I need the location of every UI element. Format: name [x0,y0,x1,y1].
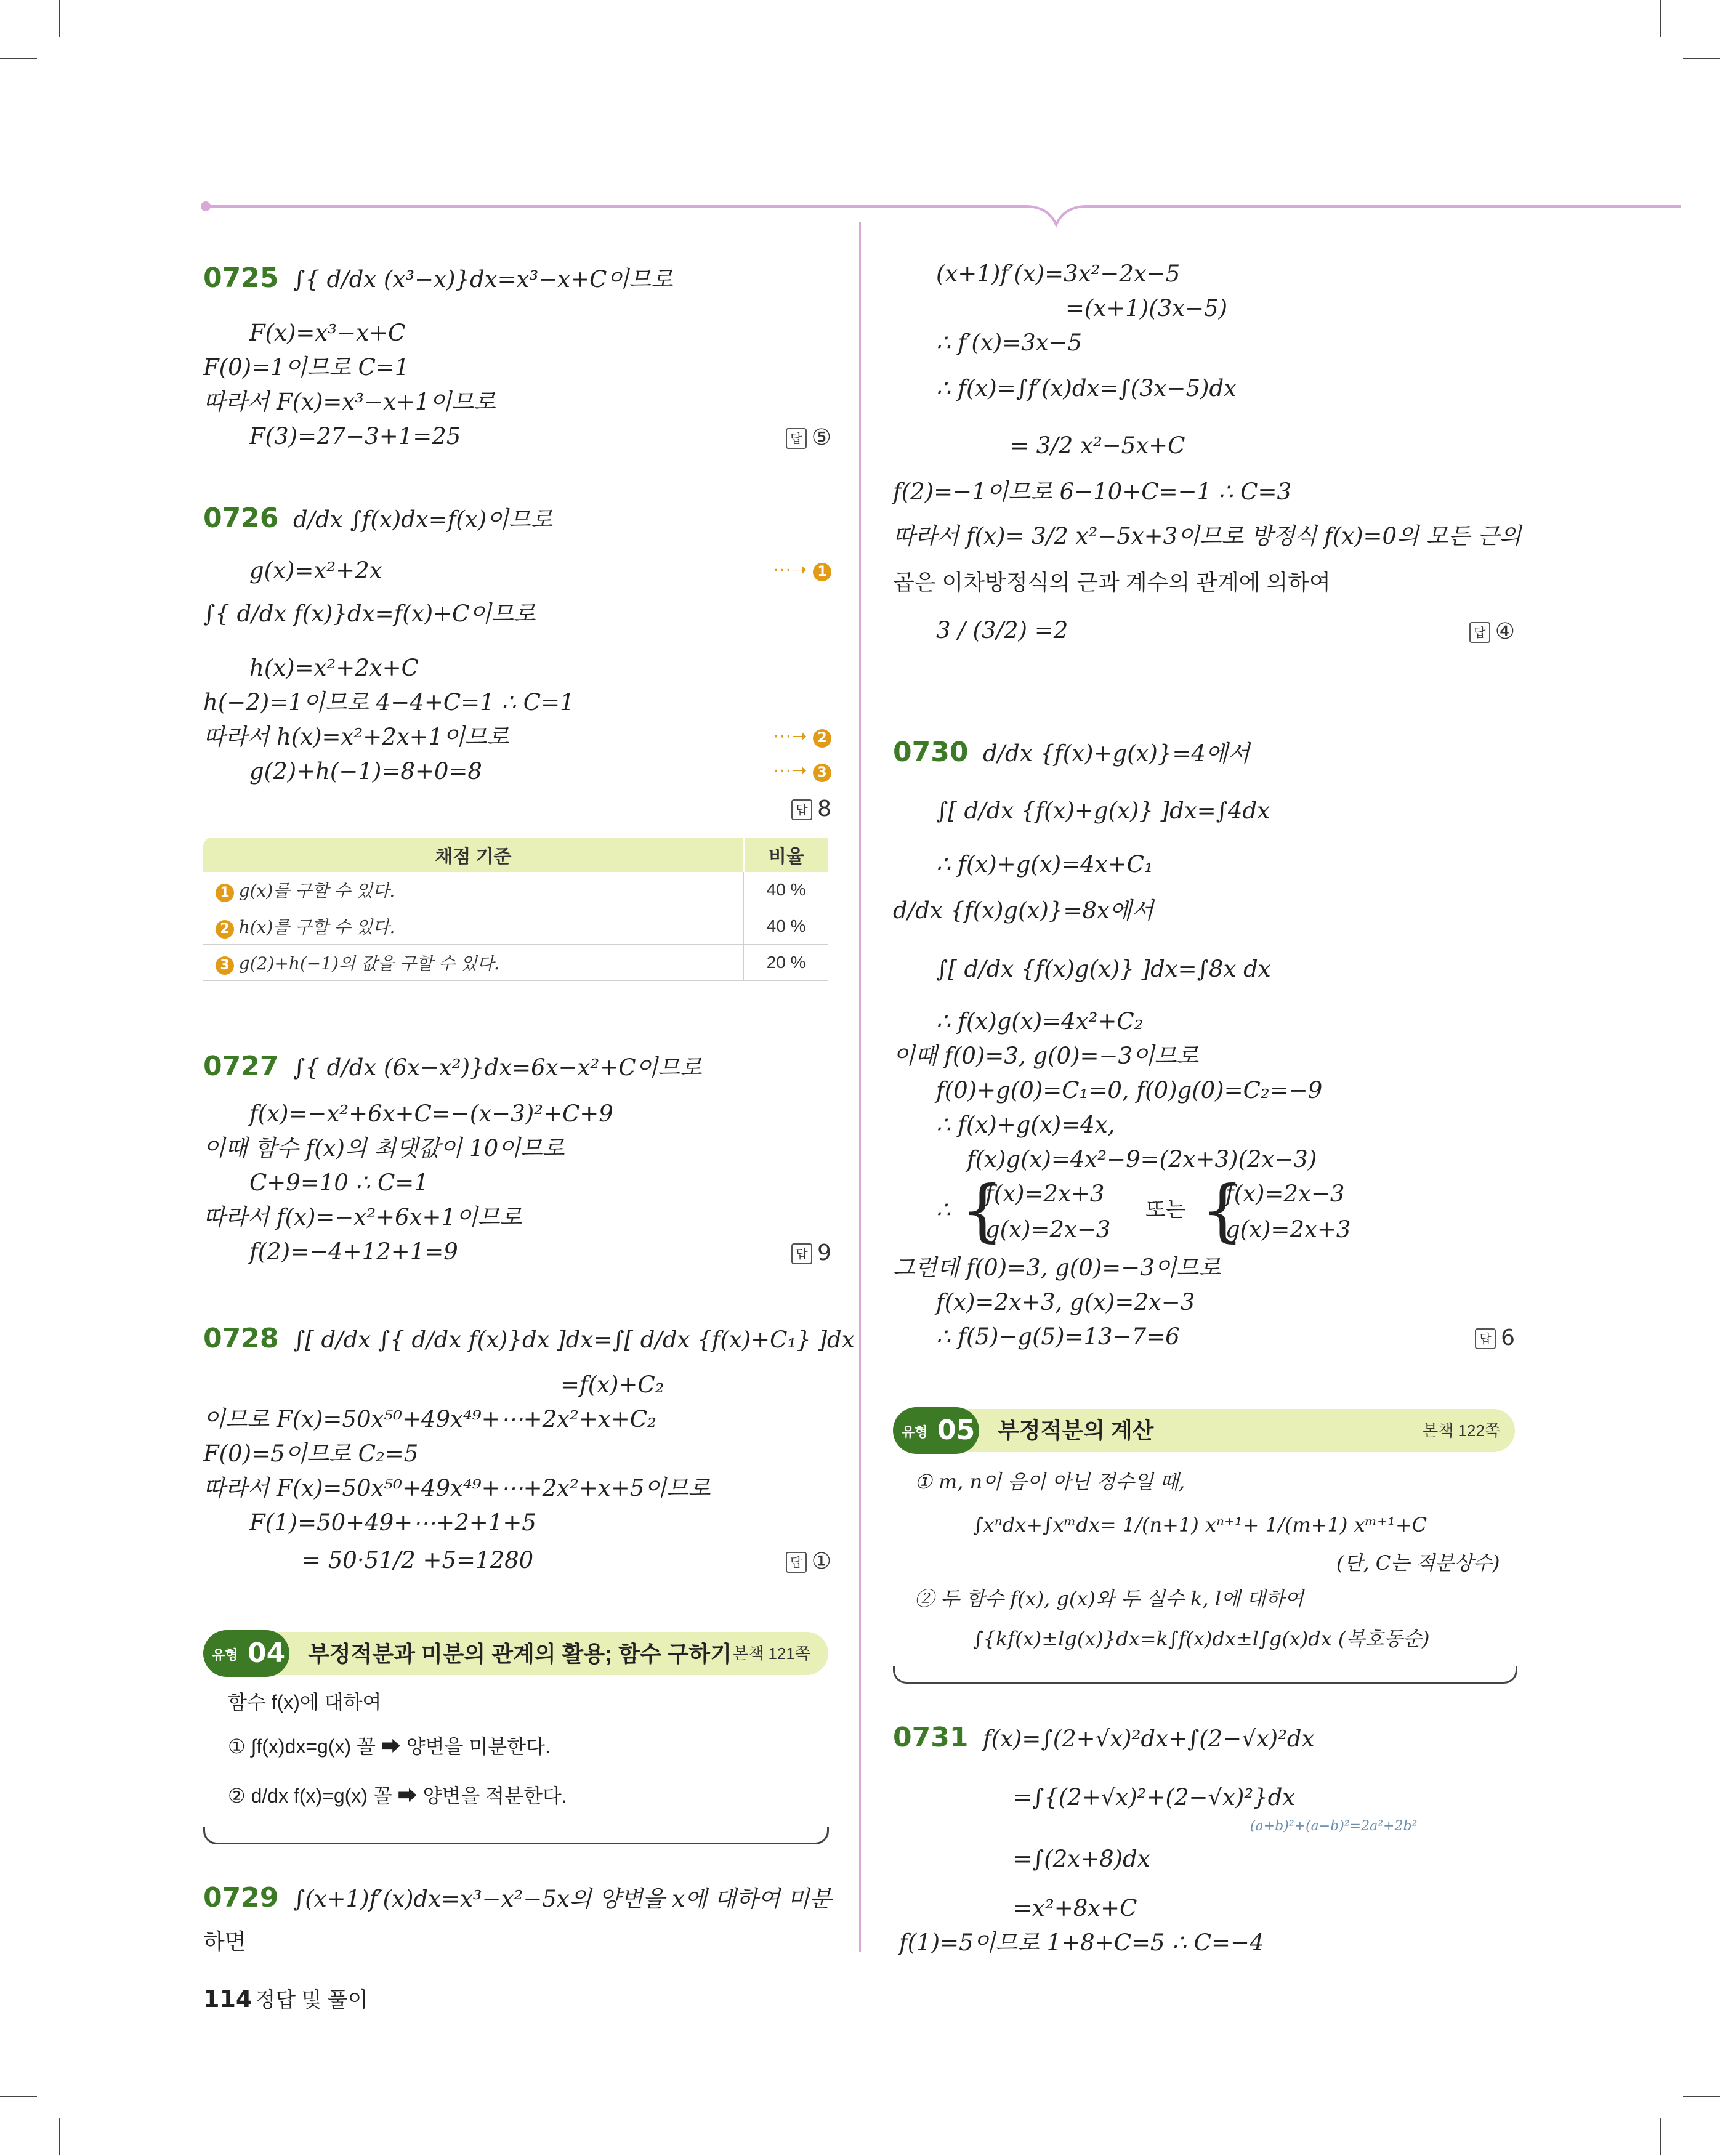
line: ② d/dx f(x)=g(x) 꼴 ➡ 양변을 적분한다. [228,1785,567,1807]
problem-0731-line1: 0731 f(x)=∫(2+√x)²dx+∫(2−√x)²dx [893,1722,1315,1753]
table-header: 채점 기준 [203,838,744,872]
grading-table [203,838,828,981]
crop-mark [59,2118,60,2155]
line: g(x)=2x+3 [1225,1216,1351,1243]
line: ∴ f′(x)=3x−5 [936,329,1083,356]
table-row [203,908,828,945]
line: ∫[ d/dx {f(x)+g(x)} ]dx=∫4dx [936,797,1270,824]
answer-icon: 답 [786,428,807,449]
type05-ref: 본책 122쪽 [1423,1421,1500,1440]
table-cell: 1 g(x)를 구할 수 있다. [203,872,744,908]
line: 따라서 F(x)=x³−x+1이므로 [203,389,496,415]
line: 이때 f(0)=3, g(0)=−3이므로 [893,1043,1199,1069]
line: C+9=10 ∴ C=1 [249,1169,429,1196]
line: f(x)=2x−3 [1225,1181,1345,1207]
line: =∫(2x+8)dx [1013,1846,1150,1872]
line: =(x+1)(3x−5) [1065,295,1228,321]
answer-icon: 답 [791,799,812,820]
step-marker-1: ⋯➝ 1 [773,559,831,581]
hint-note: (a+b)²+(a−b)²=2a²+2b² [1250,1819,1418,1834]
line: F(0)=1이므로 C=1 [203,354,410,381]
line: f(x)=−x²+6x+C=−(x−3)²+C+9 [249,1100,613,1127]
step-icon: 1 [216,880,234,902]
problem-0729-line1: 0729 ∫(x+1)f′(x)dx=x³−x²−5x의 양변을 x에 대하여 미분 [203,1882,832,1913]
brace-left-1: { [961,1171,1004,1250]
answer-0727: 답 9 [791,1240,831,1266]
crop-mark [1660,2118,1661,2155]
type05-badge: 유형 05 [893,1407,979,1454]
line: 따라서 f(x)= 3/2 x²−5x+3이므로 방정식 f(x)=0의 모든 근의 [893,523,1522,549]
line: = 50·51/2 +5=1280 [302,1547,534,1573]
line: f(x)=2x+3 [985,1181,1105,1207]
line: 따라서 F(x)=50x⁵⁰+49x⁴⁹+⋯+2x²+x+5이므로 [203,1475,711,1501]
line: g(2)+h(−1)=8+0=8 [249,758,482,785]
type05-title: 부정적분의 계산 [998,1418,1154,1443]
footer-title: 정답 및 풀이 [255,1988,368,2012]
section-bracket [203,1827,829,1844]
line: 이때 함수 f(x)의 최댓값이 10이므로 [203,1135,565,1161]
line: 따라서 h(x)=x²+2x+1이므로 [203,724,509,750]
line: =f(x)+C₂ [560,1371,664,1398]
answer-0728: 답 ① [786,1549,831,1574]
table-cell: 2 h(x)를 구할 수 있다. [203,908,744,945]
line: 이므로 F(x)=50x⁵⁰+49x⁴⁹+⋯+2x²+x+C₂ [203,1406,656,1432]
step-icon: 2 [216,916,234,938]
step-marker-2: ⋯➝ 2 [773,725,831,748]
line: 곱은 이차방정식의 근과 계수의 관계에 의하여 [893,570,1331,595]
line: ② 두 함수 f(x), g(x)와 두 실수 k, l에 대하여 [915,1587,1304,1610]
table-cell: 3 g(2)+h(−1)의 값을 구할 수 있다. [203,945,744,981]
page-number: 114 [203,1985,252,2013]
line: ∫{kf(x)±lg(x)}dx=k∫f(x)dx±l∫g(x)dx (복호동순) [973,1627,1430,1650]
problem-0725-line1: 0725 ∫{ d/dx (x³−x)}dx=x³−x+C이므로 [203,262,673,294]
answer-0725: 답 ⑤ [786,425,831,450]
problem-0728-line1: 0728 ∫[ d/dx ∫{ d/dx f(x)}dx ]dx=∫[ d/dx {f(x)+C₁} ]dx [203,1323,855,1354]
step-icon: 3 [216,953,234,974]
line: = 3/2 x²−5x+C [1010,432,1185,459]
table-row [203,945,828,981]
line: =∫{(2+√x)²+(2−√x)²}dx [1013,1784,1296,1811]
line: f(2)=−1이므로 6−10+C=−1 ∴ C=3 [893,478,1292,505]
column-divider [859,222,861,1952]
section-bracket [893,1666,1517,1684]
answer-icon: 답 [1469,622,1490,643]
type05-banner [893,1409,1515,1452]
line: g(x)=x²+2x [249,557,382,584]
answer-icon: 답 [786,1552,807,1573]
line: h(x)=x²+2x+C [249,655,419,681]
line: ∴ f(x)+g(x)=4x, [936,1112,1115,1138]
therefore-symbol: ∴ [936,1197,951,1223]
line: ∴ f(5)−g(5)=13−7=6 [936,1323,1180,1350]
table-cell: 40 % [744,872,828,908]
line: 함수 f(x)에 대하여 [228,1691,382,1713]
crop-mark [1660,0,1661,37]
line: ∴ f(x)+g(x)=4x+C₁ [936,851,1153,878]
problem-0730-line1: 0730 d/dx {f(x)+g(x)}=4에서 [893,737,1250,768]
crop-mark [0,58,37,59]
line: f(0)+g(0)=C₁=0, f(0)g(0)=C₂=−9 [936,1077,1323,1104]
header-divider [197,197,1687,234]
line: (x+1)f′(x)=3x²−2x−5 [936,260,1181,287]
line: g(x)=2x−3 [985,1216,1111,1243]
answer-0729: 답 ④ [1469,619,1515,644]
footer [203,1983,368,2013]
table-cell: 20 % [744,945,828,981]
brace-left-2: { [1201,1171,1244,1250]
type04-title: 부정적분과 미분의 관계의 활용; 함수 구하기 [308,1641,732,1666]
line: ∫[ d/dx {f(x)g(x)} ]dx=∫8x dx [936,956,1271,982]
line: F(3)=27−3+1=25 [249,423,461,450]
problem-0727-line1: 0727 ∫{ d/dx (6x−x²)}dx=6x−x²+C이므로 [203,1051,702,1082]
line: ① m, n이 음이 아닌 정수일 때, [915,1470,1185,1493]
line: ∴ f(x)=∫f′(x)dx=∫(3x−5)dx [936,375,1237,402]
line: ∫xⁿdx+∫xᵐdx= 1/(n+1) xⁿ⁺¹+ 1/(m+1) xᵐ⁺¹+C [973,1513,1427,1536]
line: ① ∫f(x)dx=g(x) 꼴 ➡ 양변을 미분한다. [228,1735,551,1758]
crop-mark [1683,2096,1720,2097]
type04-ref: 본책 121쪽 [733,1644,810,1663]
crop-mark [59,0,60,37]
answer-0730: 답 6 [1475,1325,1515,1351]
line: 그런데 f(0)=3, g(0)=−3이므로 [893,1254,1221,1281]
line: ∫{ d/dx f(x)}dx=f(x)+C이므로 [203,600,536,627]
line: (단, C는 적분상수) [1336,1551,1500,1575]
step-marker-3: ⋯➝ 3 [773,760,831,782]
line: F(x)=x³−x+C [249,320,406,346]
line: f(1)=5이므로 1+8+C=5 ∴ C=−4 [899,1929,1264,1956]
line: d/dx {f(x)g(x)}=8x에서 [893,897,1154,924]
line: =x²+8x+C [1013,1895,1137,1921]
line: F(0)=5이므로 C₂=5 [203,1440,419,1467]
line: F(1)=50+49+⋯+2+1+5 [249,1509,536,1536]
line: 3 / (3/2) =2 [936,617,1068,644]
answer-0726: 답 8 [791,796,831,822]
table-row [203,872,828,908]
answer-icon: 답 [791,1243,812,1264]
crop-mark [1683,58,1720,59]
line: 따라서 f(x)=−x²+6x+1이므로 [203,1204,522,1230]
line: ∴ f(x)g(x)=4x²+C₂ [936,1008,1144,1035]
answer-icon: 답 [1475,1328,1496,1349]
line: 하면 [203,1929,246,1954]
table-cell: 40 % [744,908,828,945]
crop-mark [0,2096,37,2097]
problem-0726-line1: 0726 d/dx ∫f(x)dx=f(x)이므로 [203,503,553,534]
line: h(−2)=1이므로 4−4+C=1 ∴ C=1 [203,689,575,716]
line: 또는 [1145,1198,1186,1222]
line: f(2)=−4+12+1=9 [249,1238,458,1265]
line: f(x)g(x)=4x²−9=(2x+3)(2x−3) [967,1146,1317,1173]
type04-badge: 유형 04 [203,1630,289,1677]
table-header: 비율 [744,838,828,872]
line: f(x)=2x+3, g(x)=2x−3 [936,1289,1195,1315]
